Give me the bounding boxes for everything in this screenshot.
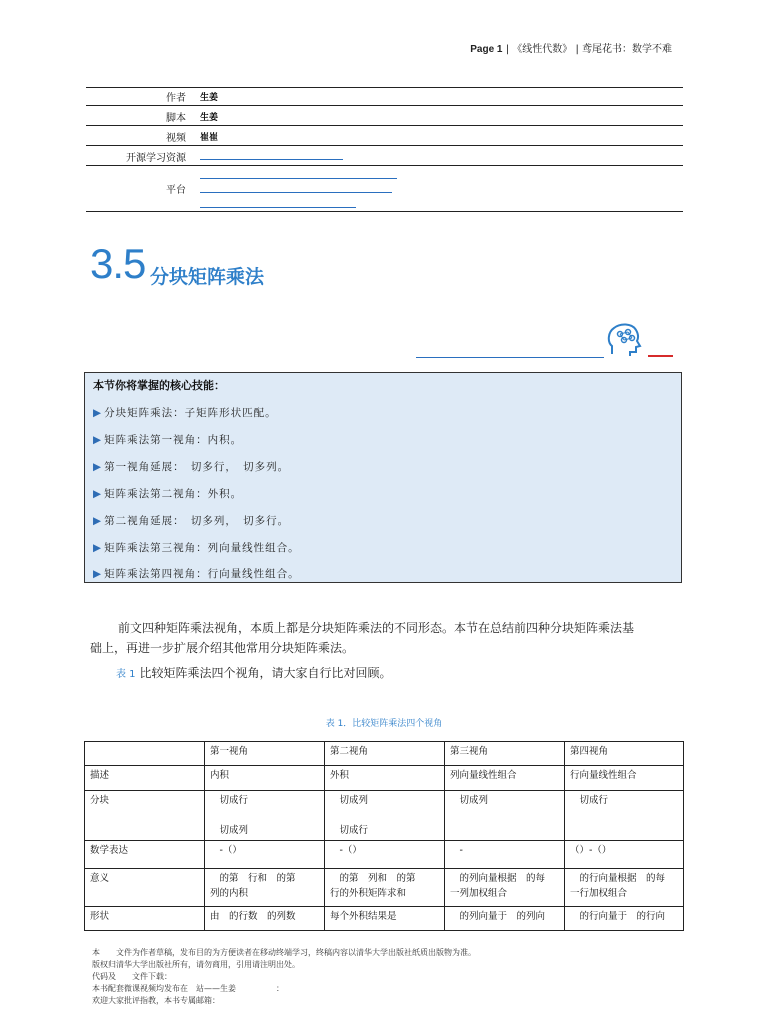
table-header-cell: 第二视角	[325, 742, 445, 766]
resources-label: 开源学习资源	[126, 153, 186, 164]
table-cell: 的第 行和 的第 列的内积	[205, 869, 325, 907]
skills-title: 本节你将掌握的核心技能：	[93, 379, 225, 392]
core-skills-box	[84, 372, 682, 583]
platform-link-1[interactable]	[200, 178, 397, 179]
platform-label: 平台	[166, 185, 186, 196]
skill-item: ▶ 矩阵乘法第一视角：内积。	[93, 434, 243, 446]
table-cell: 切成列 切成行	[325, 791, 445, 841]
table-cell: 切成行	[565, 791, 684, 841]
table-link[interactable]: 表 1	[116, 669, 136, 680]
script-value: 生姜	[200, 113, 219, 123]
table-cell: 每个外积结果是	[325, 907, 445, 931]
video-value: 崔崔	[200, 133, 219, 143]
chapter-link-line[interactable]	[416, 357, 604, 358]
skill-item: ▶ 矩阵乘法第四视角：行向量线性组合。	[93, 568, 300, 580]
triangle-bullet-icon: ▶	[93, 515, 102, 527]
triangle-bullet-icon: ▶	[93, 568, 102, 580]
table-row	[85, 907, 684, 931]
skill-item: ▶ 矩阵乘法第二视角：外积。	[93, 488, 243, 500]
footer-note: 欢迎大家批评指教，本书专属邮箱：	[92, 996, 220, 1005]
table-reference: 表 1 比较矩阵乘法四个视角，请大家自行比对回顾。	[116, 666, 392, 680]
skill-item: ▶ 第一视角延展： 切多行， 切多列。	[93, 461, 290, 473]
table-cell: -（）	[325, 841, 445, 869]
divider	[86, 105, 683, 106]
table-cell: 描述	[85, 766, 205, 791]
section-title: 分块矩阵乘法	[150, 266, 265, 288]
divider	[86, 165, 683, 166]
footer-note: 代码及 文件下载：	[92, 972, 172, 981]
divider	[86, 125, 683, 126]
table-header-cell: 第四视角	[565, 742, 684, 766]
table-header-cell: 第一视角	[205, 742, 325, 766]
resources-link[interactable]	[200, 159, 343, 160]
triangle-bullet-icon: ▶	[93, 407, 102, 419]
table-cell: 意义	[85, 869, 205, 907]
table-cell: 行向量线性组合	[565, 766, 684, 791]
triangle-bullet-icon: ▶	[93, 434, 102, 446]
table-cell: 内积	[205, 766, 325, 791]
skill-item: ▶ 第二视角延展： 切多列， 切多行。	[93, 515, 290, 527]
table-cell: 的第 列和 的第 行的外积矩阵求和	[325, 869, 445, 907]
table-caption: 表 1．比较矩阵乘法四个视角	[325, 719, 443, 729]
skill-item: ▶ 矩阵乘法第三视角：列向量线性组合。	[93, 542, 300, 554]
comparison-table	[84, 741, 684, 931]
table-cell: 由 的行数 的列数	[205, 907, 325, 931]
series-title: 鸢尾花书：数学不难	[582, 44, 672, 55]
table-cell: 形状	[85, 907, 205, 931]
table-cell: -（）	[205, 841, 325, 869]
table-row	[85, 869, 684, 907]
video-label: 视频	[166, 133, 186, 144]
page-number: Page 1	[470, 44, 503, 55]
section-number: 3.5	[90, 240, 146, 287]
triangle-bullet-icon: ▶	[93, 461, 102, 473]
footer-note: 本 文件为作者草稿，发布目的为方便读者在移动终端学习，终稿内容以清华大学出版社纸质出版物为准。	[92, 948, 476, 957]
book-title: 《线性代数》	[512, 44, 573, 55]
table-cell: 数学表达	[85, 841, 205, 869]
triangle-bullet-icon: ▶	[93, 542, 102, 554]
table-cell: 的列向量于 的列向	[445, 907, 565, 931]
script-label: 脚本	[166, 113, 186, 124]
table-cell: 列向量线性组合	[445, 766, 565, 791]
table-row	[85, 841, 684, 869]
page-header	[470, 40, 672, 55]
red-marker	[648, 355, 673, 357]
table-cell: 的行向量于 的行向	[565, 907, 684, 931]
table-cell: 外积	[325, 766, 445, 791]
table-cell: 切成行 切成列	[205, 791, 325, 841]
divider	[86, 211, 683, 212]
table-header-cell: 第三视角	[445, 742, 565, 766]
divider	[86, 87, 683, 88]
table-cell: 分块	[85, 791, 205, 841]
intro-line-1: 前文四种矩阵乘法视角，本质上都是分块矩阵乘法的不同形态。本节在总结前四种分块矩阵乘法基	[118, 621, 635, 635]
table-cell: （）-（）	[565, 841, 684, 869]
author-label: 作者	[166, 93, 186, 104]
author-value: 生姜	[200, 93, 219, 103]
table-cell: -	[445, 841, 565, 869]
table-header-cell	[85, 742, 205, 766]
table-cell: 的行向量根据 的每 一行加权组合	[565, 869, 684, 907]
divider	[86, 145, 683, 146]
header-separator: |	[575, 44, 579, 55]
platform-link-3[interactable]	[200, 207, 356, 208]
header-separator: |	[505, 44, 510, 55]
table-cell: 的列向量根据 的每 一列加权组合	[445, 869, 565, 907]
skill-item: ▶ 分块矩阵乘法：子矩阵形状匹配。	[93, 407, 277, 419]
platform-link-2[interactable]	[200, 192, 392, 193]
triangle-bullet-icon: ▶	[93, 488, 102, 500]
footer-note: 版权归清华大学出版社所有，请勿商用，引用请注明出处。	[92, 960, 300, 969]
footer-note: 本书配套微课视频均发布在 站——生姜 ：	[92, 984, 284, 993]
table-header-row	[85, 742, 684, 766]
table-cell: 切成列	[445, 791, 565, 841]
brain-head-icon	[604, 320, 644, 360]
intro-line-2: 础上，再进一步扩展介绍其他常用分块矩阵乘法。	[90, 641, 355, 655]
table-row	[85, 766, 684, 791]
table-row	[85, 791, 684, 841]
